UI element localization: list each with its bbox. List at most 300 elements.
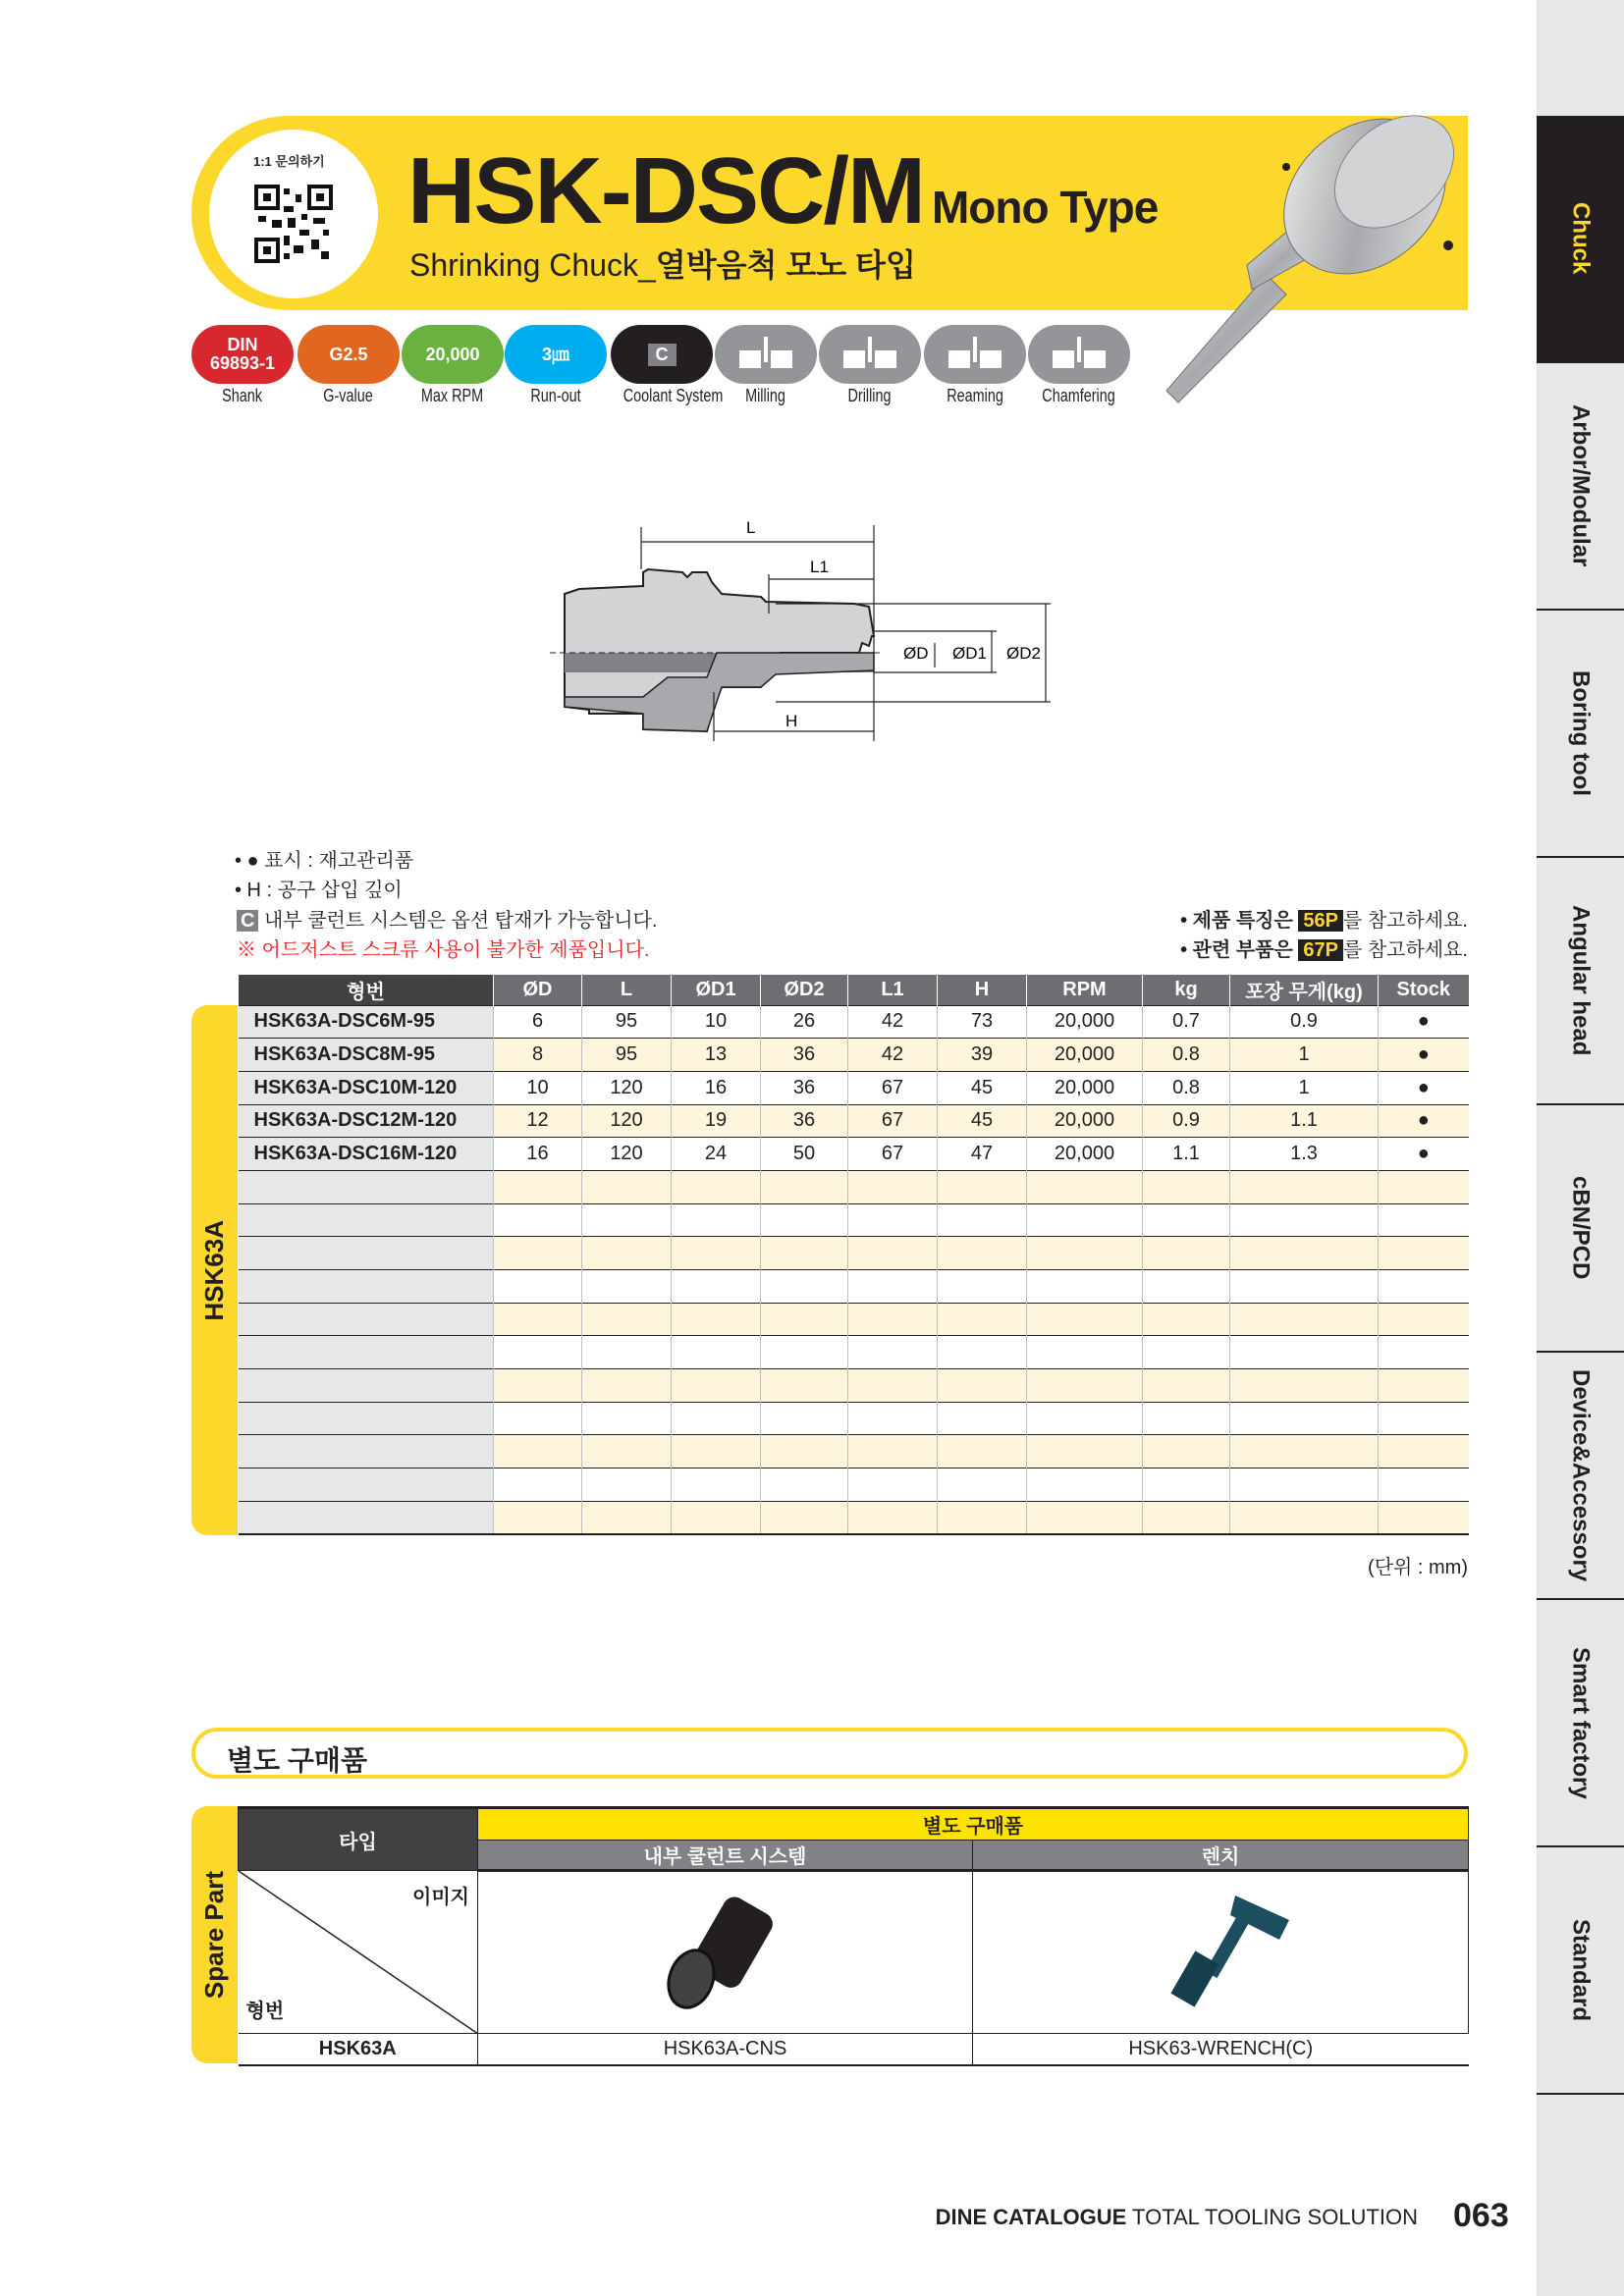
dim-label-h: H: [785, 712, 798, 730]
badge-coolant-system: [611, 325, 713, 384]
dim-label-d1: ØD1: [952, 644, 987, 663]
table-cell: [582, 1468, 672, 1502]
section-title: 별도 구매품: [227, 1745, 368, 1776]
table-cell: ●: [1379, 1071, 1469, 1104]
table-cell: [582, 1369, 672, 1403]
table-cell: [672, 1303, 761, 1336]
column-header: ØD: [494, 975, 582, 1005]
empty-row: [239, 1468, 1469, 1502]
table-cell: [1379, 1336, 1469, 1369]
coolant-icon: C: [237, 910, 258, 932]
table-cell: [239, 1303, 494, 1336]
table-cell: [1143, 1303, 1230, 1336]
table-cell: [1230, 1336, 1379, 1369]
table-cell: [848, 1369, 938, 1403]
tab-label: Standard: [1567, 1918, 1595, 2021]
operation-icon: [941, 335, 1009, 374]
table-cell: [494, 1170, 582, 1203]
tab-label: Smart factory: [1567, 1646, 1595, 1799]
page-ref-link[interactable]: 67P: [1298, 939, 1343, 961]
table-cell: 67: [848, 1071, 938, 1104]
wrench-image-cell: [973, 1871, 1469, 2034]
table-cell: [1230, 1203, 1379, 1237]
table-cell: [1027, 1501, 1143, 1534]
table-cell: [1027, 1435, 1143, 1468]
badge-g-value: [298, 325, 400, 384]
table-cell: [239, 1501, 494, 1534]
coolant-system-image: [647, 1886, 804, 2013]
table-cell: 16: [494, 1138, 582, 1171]
table-cell: 1.3: [1230, 1138, 1379, 1171]
badge-label-text: Milling: [745, 386, 786, 405]
table-cell: 20,000: [1027, 1039, 1143, 1072]
table-row: [239, 1071, 1469, 1104]
badge-drilling: [819, 325, 921, 384]
badge-value: G2.5: [329, 344, 368, 364]
note-warning: ※ 어드저스트 스크류 사용이 불가한 제품입니다.: [237, 939, 650, 961]
table-cell: [938, 1270, 1027, 1304]
table-cell: 12: [494, 1104, 582, 1138]
empty-row: [239, 1270, 1469, 1304]
operation-icon: [836, 335, 904, 374]
table-cell: [1143, 1435, 1230, 1468]
table-cell: 45: [938, 1071, 1027, 1104]
table-cell: [582, 1303, 672, 1336]
table-cell: [1143, 1468, 1230, 1502]
table-cell: [494, 1501, 582, 1534]
table-cell: [938, 1402, 1027, 1435]
table-cell: 0.9: [1143, 1104, 1230, 1138]
note-text: 를 참고하세요.: [1342, 939, 1468, 961]
product-subtitle: [409, 240, 916, 286]
table-cell: [848, 1170, 938, 1203]
badge-label: [715, 386, 817, 406]
badge-chamfering: [1028, 325, 1130, 384]
dim-label-d: ØD: [903, 644, 929, 663]
row-type-cell: HSK63A: [239, 2034, 478, 2065]
table-cell: 42: [848, 1039, 938, 1072]
table-cell: [1027, 1170, 1143, 1203]
table-cell: 95: [582, 1005, 672, 1039]
table-cell: 120: [582, 1138, 672, 1171]
operation-icon: [731, 335, 800, 374]
table-cell: 42: [848, 1005, 938, 1039]
table-cell: 67: [848, 1138, 938, 1171]
table-cell: [938, 1468, 1027, 1502]
note-text: • 제품 특징은: [1180, 910, 1293, 932]
empty-row: [239, 1170, 1469, 1203]
column-header: L: [582, 975, 672, 1005]
table-cell: 120: [582, 1071, 672, 1104]
spec-table: [238, 975, 1469, 1535]
group-label-text: HSK63A: [199, 1219, 229, 1321]
table-cell: [848, 1303, 938, 1336]
table-cell: [239, 1170, 494, 1203]
badge-label: [819, 386, 921, 406]
table-cell: [494, 1402, 582, 1435]
table-cell: [938, 1501, 1027, 1534]
table-cell: [672, 1501, 761, 1534]
table-cell: ●: [1379, 1005, 1469, 1039]
table-cell: [1379, 1435, 1469, 1468]
table-cell: [494, 1468, 582, 1502]
table-cell: [761, 1468, 848, 1502]
table-cell: [1230, 1435, 1379, 1468]
badge-label-text: Chamfering: [1042, 386, 1116, 405]
page-ref-link[interactable]: 56P: [1298, 910, 1343, 932]
table-cell: 95: [582, 1039, 672, 1072]
table-cell: 47: [938, 1138, 1027, 1171]
table-cell: [848, 1501, 938, 1534]
table-cell: [938, 1303, 1027, 1336]
table-cell: 13: [672, 1039, 761, 1072]
table-cell: [1230, 1170, 1379, 1203]
table-cell: HSK63A-DSC8M-95: [239, 1039, 494, 1072]
table-cell: [239, 1203, 494, 1237]
product-title: [407, 137, 1158, 245]
badge-value: 3㎛: [541, 344, 569, 364]
table-cell: 10: [494, 1071, 582, 1104]
column-header: 형번: [239, 975, 494, 1005]
table-cell: [239, 1369, 494, 1403]
table-cell: [494, 1203, 582, 1237]
table-cell: 26: [761, 1005, 848, 1039]
empty-row: [239, 1203, 1469, 1237]
table-cell: 20,000: [1027, 1104, 1143, 1138]
tab-label: Boring tool: [1567, 670, 1595, 796]
empty-row: [239, 1369, 1469, 1403]
table-cell: [1230, 1501, 1379, 1534]
table-cell: 36: [761, 1104, 848, 1138]
table-cell: [1143, 1270, 1230, 1304]
column-header: H: [938, 975, 1027, 1005]
badge-value: DIN 69893-1: [209, 335, 276, 373]
table-cell: [582, 1501, 672, 1534]
badge-label: [611, 386, 724, 406]
tab-label: Angular head: [1567, 905, 1595, 1056]
part-number-cell: HSK63-WRENCH(C): [973, 2034, 1469, 2065]
table-cell: [1143, 1170, 1230, 1203]
spare-side-label: [191, 1806, 238, 2063]
table-cell: [1230, 1303, 1379, 1336]
badge-label-text: Shank: [222, 386, 263, 405]
table-cell: [494, 1237, 582, 1270]
badge-value: 20,000: [425, 344, 480, 364]
table-cell: [239, 1270, 494, 1304]
badge-label: [1028, 386, 1130, 406]
table-cell: HSK63A-DSC6M-95: [239, 1005, 494, 1039]
column-header: ØD1: [672, 975, 761, 1005]
badge-label-text: G-value: [323, 386, 374, 405]
tab-label: Chuck: [1567, 202, 1595, 275]
badge-reaming: [924, 325, 1026, 384]
column-header: RPM: [1027, 975, 1143, 1005]
table-cell: [1230, 1468, 1379, 1502]
table-cell: HSK63A-DSC12M-120: [239, 1104, 494, 1138]
chuck-product-image: [1159, 108, 1483, 412]
table-cell: [1379, 1203, 1469, 1237]
table-cell: [1027, 1402, 1143, 1435]
note-text: • 관련 부품은: [1180, 939, 1293, 961]
table-cell: ●: [1379, 1039, 1469, 1072]
qr-code-icon: [254, 185, 333, 263]
table-cell: [1143, 1336, 1230, 1369]
table-cell: [1027, 1336, 1143, 1369]
subtitle-ko: 열박음척 모노 타입: [655, 247, 916, 283]
note-h: • H : 공구 삽입 깊이: [235, 880, 403, 901]
table-cell: [494, 1303, 582, 1336]
badge-label-text: Run-out: [530, 386, 581, 405]
tab-label: Arbor/Modular: [1567, 404, 1595, 567]
table-cell: [239, 1237, 494, 1270]
badge-label-text: Drilling: [847, 386, 892, 405]
note-parts-ref: [1180, 934, 1468, 962]
table-cell: [1027, 1203, 1143, 1237]
table-cell: [582, 1237, 672, 1270]
group-header: 별도 구매품: [478, 1808, 1469, 1841]
table-cell: [848, 1402, 938, 1435]
badge-label-text: Reaming: [947, 386, 1003, 405]
table-cell: [672, 1468, 761, 1502]
table-cell: [494, 1435, 582, 1468]
wrench-image: [1142, 1886, 1299, 2013]
type-header: 타입: [239, 1808, 478, 1871]
table-cell: [761, 1203, 848, 1237]
badge-run-out: [505, 325, 607, 384]
table-cell: 1.1: [1143, 1138, 1230, 1171]
table-row: [239, 1104, 1469, 1138]
table-cell: [672, 1336, 761, 1369]
badge-max-rpm: [402, 325, 504, 384]
sidebar-tab-smart-factory[interactable]: [1537, 1600, 1624, 1847]
table-cell: [761, 1237, 848, 1270]
table-cell: 0.7: [1143, 1005, 1230, 1039]
footer-brand: DINE CATALOGUE: [935, 2205, 1127, 2229]
tab-label: Device&Accessory: [1567, 1368, 1595, 1582]
table-cell: [1379, 1270, 1469, 1304]
empty-row: [239, 1336, 1469, 1369]
category-sidebar: [1537, 0, 1624, 2296]
badge-milling: [715, 325, 817, 384]
table-cell: [848, 1237, 938, 1270]
table-cell: [672, 1203, 761, 1237]
table-cell: [582, 1203, 672, 1237]
table-cell: 20,000: [1027, 1138, 1143, 1171]
empty-row: [239, 1303, 1469, 1336]
footer-tagline: TOTAL TOOLING SOLUTION: [1132, 2205, 1418, 2229]
operation-icon: [1045, 335, 1113, 374]
column-header: 포장 무게(kg): [1230, 975, 1379, 1005]
sidebar-tab-arbor-modular[interactable]: [1537, 363, 1624, 611]
subtitle-en: Shrinking Chuck_: [409, 247, 656, 283]
table-cell: [494, 1270, 582, 1304]
table-header-row: [239, 975, 1469, 1005]
badge-label: [298, 386, 400, 406]
title-suffix: Mono Type: [931, 182, 1159, 233]
table-cell: [1379, 1501, 1469, 1534]
table-cell: [1027, 1270, 1143, 1304]
table-cell: [938, 1369, 1027, 1403]
note-feature-ref: [1180, 904, 1468, 933]
table-cell: 0.9: [1230, 1005, 1379, 1039]
unit-note: (단위 : mm): [1368, 1557, 1468, 1578]
column-header: kg: [1143, 975, 1230, 1005]
sidebar-tab-chuck[interactable]: [1537, 116, 1624, 363]
footer: [936, 2205, 1418, 2230]
sidebar-tab-boring-tool[interactable]: [1537, 611, 1624, 858]
table-cell: HSK63A-DSC16M-120: [239, 1138, 494, 1171]
dim-label-d2: ØD2: [1006, 644, 1041, 663]
sidebar-tab-cbn-pcd[interactable]: [1537, 1105, 1624, 1353]
table-cell: [1027, 1468, 1143, 1502]
table-cell: [1027, 1369, 1143, 1403]
col-header-coolant: 내부 쿨런트 시스템: [478, 1841, 973, 1871]
table-cell: 73: [938, 1005, 1027, 1039]
spare-label-text: Spare Part: [199, 1870, 229, 2000]
table-cell: [1143, 1501, 1230, 1534]
table-cell: 19: [672, 1104, 761, 1138]
note-coolant: [237, 904, 657, 933]
dim-label-l: L: [746, 518, 756, 537]
sidebar-tab-device-accessory[interactable]: [1537, 1353, 1624, 1600]
table-cell: 36: [761, 1039, 848, 1072]
title-main: HSK-DSC/M: [407, 138, 924, 243]
table-cell: [239, 1402, 494, 1435]
badge-label-text: Max RPM: [421, 386, 484, 405]
table-cell: [239, 1435, 494, 1468]
table-cell: 16: [672, 1071, 761, 1104]
table-cell: [1143, 1369, 1230, 1403]
table-cell: 50: [761, 1138, 848, 1171]
table-cell: [1379, 1369, 1469, 1403]
table-cell: 20,000: [1027, 1071, 1143, 1104]
badge-value: C: [648, 344, 677, 366]
table-cell: [848, 1435, 938, 1468]
table-cell: [761, 1270, 848, 1304]
empty-row: [239, 1237, 1469, 1270]
note-stock: • ● 표시 : 재고관리품: [235, 850, 414, 872]
table-group-label: [191, 1005, 238, 1535]
table-cell: 24: [672, 1138, 761, 1171]
table-cell: [672, 1369, 761, 1403]
sidebar-tab-standard[interactable]: [1537, 1847, 1624, 2095]
table-cell: 8: [494, 1039, 582, 1072]
section-header-spare: [191, 1728, 1468, 1779]
page-number: 063: [1453, 2197, 1509, 2234]
table-cell: 0.8: [1143, 1039, 1230, 1072]
table-cell: [582, 1336, 672, 1369]
table-cell: 1: [1230, 1071, 1379, 1104]
table-cell: [848, 1270, 938, 1304]
table-row: [239, 1039, 1469, 1072]
model-label: 형번: [245, 2001, 285, 2022]
table-cell: [672, 1402, 761, 1435]
table-cell: 39: [938, 1039, 1027, 1072]
table-cell: [1379, 1170, 1469, 1203]
table-cell: [761, 1336, 848, 1369]
qr-badge[interactable]: [209, 130, 378, 298]
dimension-diagram: [550, 506, 1119, 751]
table-cell: 45: [938, 1104, 1027, 1138]
table-cell: [672, 1435, 761, 1468]
empty-row: [239, 1501, 1469, 1534]
diagonal-header-cell: [239, 1871, 478, 2034]
table-cell: [672, 1270, 761, 1304]
table-cell: [938, 1435, 1027, 1468]
column-header: L1: [848, 975, 938, 1005]
table-cell: 10: [672, 1005, 761, 1039]
table-cell: ●: [1379, 1104, 1469, 1138]
qr-label: 1:1 문의하기: [253, 154, 325, 169]
table-cell: 1.1: [1230, 1104, 1379, 1138]
badge-label: [924, 386, 1026, 406]
table-cell: [1143, 1237, 1230, 1270]
table-cell: [938, 1336, 1027, 1369]
tab-label: cBN/PCD: [1567, 1176, 1595, 1280]
badge-label: [191, 386, 294, 406]
table-cell: [848, 1203, 938, 1237]
badge-shank: [191, 325, 294, 384]
table-cell: [1230, 1402, 1379, 1435]
dim-label-l1: L1: [810, 558, 829, 576]
table-cell: [1379, 1303, 1469, 1336]
spare-parts-table: [238, 1806, 1469, 2066]
table-cell: [494, 1336, 582, 1369]
sidebar-tab-angular-head[interactable]: [1537, 858, 1624, 1105]
table-cell: [239, 1468, 494, 1502]
table-cell: [1143, 1402, 1230, 1435]
table-cell: 67: [848, 1104, 938, 1138]
table-cell: [761, 1170, 848, 1203]
table-cell: 20,000: [1027, 1005, 1143, 1039]
table-cell: 120: [582, 1104, 672, 1138]
table-cell: [582, 1435, 672, 1468]
badge-label: [505, 386, 607, 406]
table-cell: [672, 1170, 761, 1203]
table-cell: [761, 1435, 848, 1468]
table-cell: 1: [1230, 1039, 1379, 1072]
table-cell: [1230, 1369, 1379, 1403]
col-header-wrench: 렌치: [973, 1841, 1469, 1871]
table-cell: [848, 1468, 938, 1502]
table-cell: [938, 1170, 1027, 1203]
table-row: [239, 1138, 1469, 1171]
column-header: ØD2: [761, 975, 848, 1005]
table-cell: 0.8: [1143, 1071, 1230, 1104]
coolant-system-image-cell: [478, 1871, 973, 2034]
table-cell: [1379, 1402, 1469, 1435]
table-cell: [761, 1501, 848, 1534]
table-cell: ●: [1379, 1138, 1469, 1171]
part-number-cell: HSK63A-CNS: [478, 2034, 973, 2065]
table-cell: [761, 1303, 848, 1336]
image-label: 이미지: [412, 1887, 469, 1908]
table-cell: [1379, 1468, 1469, 1502]
table-cell: [848, 1336, 938, 1369]
table-cell: [761, 1402, 848, 1435]
badge-label: [402, 386, 504, 406]
table-cell: [1379, 1237, 1469, 1270]
table-cell: [1027, 1237, 1143, 1270]
table-cell: [938, 1203, 1027, 1237]
table-cell: 6: [494, 1005, 582, 1039]
empty-row: [239, 1402, 1469, 1435]
table-cell: [938, 1237, 1027, 1270]
table-cell: [494, 1369, 582, 1403]
badge-label-text: Coolant System: [623, 386, 724, 405]
table-cell: [761, 1369, 848, 1403]
column-header: Stock: [1379, 975, 1469, 1005]
